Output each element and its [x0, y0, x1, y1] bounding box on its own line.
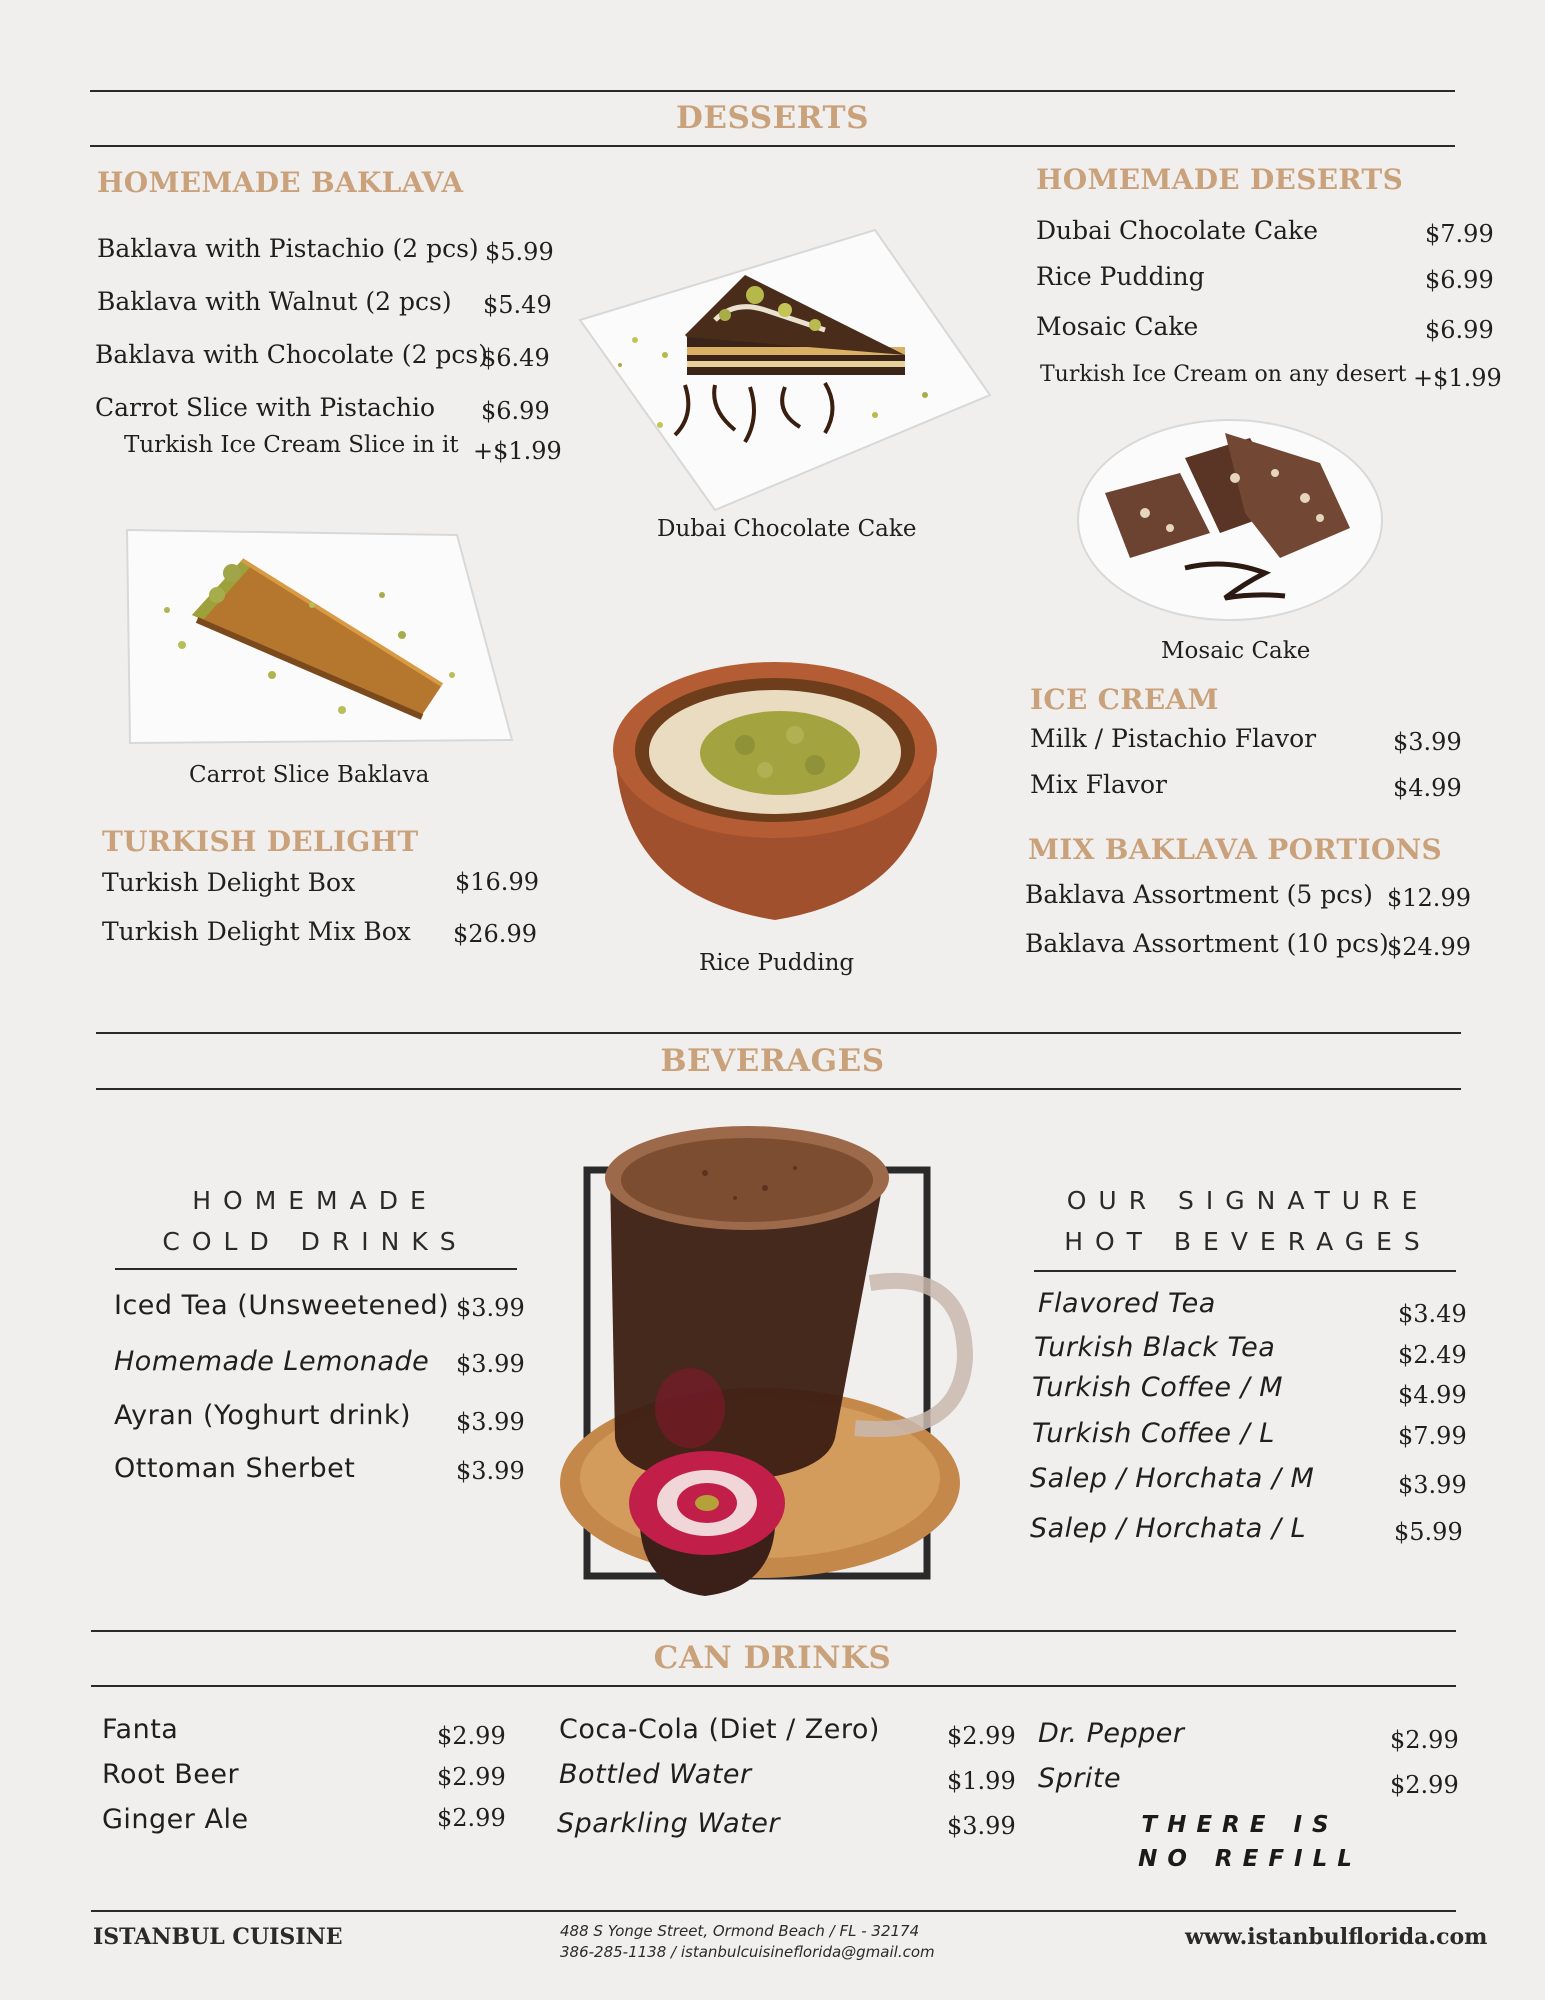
menu-item-name: Sprite [1038, 1763, 1122, 1794]
footer-address: 488 S Yonge Street, Ormond Beach / FL - 32174 [560, 1922, 920, 1940]
dubai-cake-caption: Dubai Chocolate Cake [657, 516, 917, 542]
desserts-bottom-rule [90, 145, 1455, 147]
menu-item-price: $7.99 [1398, 1422, 1467, 1450]
desserts-top-rule [90, 90, 1455, 92]
menu-item-name: Carrot Slice with Pistachio [95, 393, 436, 422]
menu-item-name: Milk / Pistachio Flavor [1030, 724, 1317, 753]
menu-item-name: Salep / Horchata / M [1030, 1463, 1315, 1494]
no-refill-note-line1: THERE IS [1141, 1812, 1339, 1838]
menu-item-price: $5.99 [485, 238, 554, 266]
carrot-slice-caption: Carrot Slice Baklava [189, 762, 430, 788]
menu-item-price: $7.99 [1425, 220, 1494, 248]
menu-item-name: Homemade Lemonade [114, 1346, 430, 1377]
menu-item-name: Turkish Ice Cream Slice in it [124, 432, 459, 458]
footer-rule [91, 1910, 1456, 1912]
no-refill-note-line2: NO REFILL [1138, 1846, 1362, 1872]
menu-item-name: Dr. Pepper [1038, 1718, 1185, 1749]
ice-cream-title: ICE CREAM [1030, 683, 1219, 716]
cold-drinks-rule [115, 1268, 517, 1270]
menu-item-name: Turkish Coffee / L [1032, 1418, 1275, 1449]
menu-item-name: Baklava Assortment (5 pcs) [1025, 880, 1373, 909]
menu-item-name: Baklava Assortment (10 pcs) [1025, 929, 1389, 958]
hot-beverages-title-line1: OUR SIGNATURE [1066, 1186, 1430, 1215]
menu-item-name: Mosaic Cake [1036, 312, 1199, 341]
menu-item-name: Ginger Ale [102, 1804, 249, 1835]
turkish-delight-title: TURKISH DELIGHT [102, 825, 419, 858]
menu-item-name: Mix Flavor [1030, 770, 1168, 799]
menu-item-name: Ayran (Yoghurt drink) [114, 1400, 412, 1431]
menu-item-name: Iced Tea (Unsweetened) [114, 1290, 450, 1321]
menu-item-price: $5.49 [483, 291, 552, 319]
mosaic-cake-photo [1075, 418, 1385, 623]
can-drinks-top-rule [91, 1630, 1456, 1632]
menu-item-name: Flavored Tea [1038, 1288, 1216, 1319]
carrot-slice-baklava-photo [122, 525, 517, 745]
menu-item-name: Baklava with Pistachio (2 pcs) [97, 234, 479, 263]
menu-item-price: $26.99 [453, 920, 537, 948]
menu-item-price: $3.99 [456, 1408, 525, 1436]
cold-drinks-title-line2: COLD DRINKS [162, 1227, 468, 1256]
menu-item-name: Baklava with Walnut (2 pcs) [97, 287, 452, 316]
beverages-title: BEVERAGES [660, 1043, 885, 1079]
cold-drinks-title-line1: HOMEMADE [192, 1186, 438, 1215]
menu-item-name: Dubai Chocolate Cake [1036, 216, 1318, 245]
menu-item-price: $5.99 [1394, 1518, 1463, 1546]
menu-item-price: $2.99 [947, 1722, 1016, 1750]
turkish-coffee-photo [555, 1118, 985, 1610]
menu-item-price: $4.99 [1398, 1381, 1467, 1409]
mix-baklava-title: MIX BAKLAVA PORTIONS [1028, 833, 1443, 866]
menu-item-price: $2.99 [437, 1722, 506, 1750]
footer-website[interactable]: www.istanbulflorida.com [1185, 1924, 1488, 1950]
menu-item-price: $6.99 [481, 397, 550, 425]
hot-beverages-title-line2: HOT BEVERAGES [1064, 1227, 1432, 1256]
rice-pudding-caption: Rice Pudding [699, 950, 855, 976]
menu-item-price: $3.99 [456, 1350, 525, 1378]
menu-item-price: $2.49 [1398, 1341, 1467, 1369]
menu-item-name: Turkish Coffee / M [1032, 1372, 1284, 1403]
menu-item-price: $1.99 [947, 1767, 1016, 1795]
menu-item-price: $3.99 [1393, 728, 1462, 756]
footer-contact: 386-285-1138 / istanbulcuisineflorida@gmail.com [560, 1943, 935, 1961]
menu-item-name: Bottled Water [559, 1759, 752, 1790]
beverages-top-rule [96, 1032, 1461, 1034]
mosaic-cake-caption: Mosaic Cake [1161, 638, 1311, 664]
can-drinks-title: CAN DRINKS [653, 1640, 892, 1676]
menu-item-price: $6.49 [481, 344, 550, 372]
menu-item-name: Turkish Delight Box [102, 868, 356, 897]
menu-item-price: $2.99 [1390, 1726, 1459, 1754]
menu-item-price: $3.99 [947, 1812, 1016, 1840]
menu-item-price: $4.99 [1393, 774, 1462, 802]
menu-item-price: $2.99 [1390, 1771, 1459, 1799]
menu-item-name: Coca-Cola (Diet / Zero) [559, 1714, 880, 1745]
menu-item-price: $12.99 [1387, 884, 1471, 912]
menu-item-name: Salep / Horchata / L [1030, 1513, 1307, 1544]
menu-item-price: $16.99 [455, 868, 539, 896]
menu-item-price: $24.99 [1387, 933, 1471, 961]
desserts-title: DESSERTS [676, 100, 869, 136]
menu-item-price: $3.99 [456, 1294, 525, 1322]
menu-item-price: +$1.99 [1413, 364, 1502, 392]
menu-item-name: Turkish Delight Mix Box [102, 917, 411, 946]
menu-item-price: $3.99 [456, 1457, 525, 1485]
hot-beverages-rule [1034, 1270, 1456, 1272]
baklava-section-title: HOMEMADE BAKLAVA [97, 166, 464, 199]
beverages-bottom-rule [96, 1088, 1461, 1090]
rice-pudding-photo [605, 655, 945, 925]
menu-item-price: $3.49 [1398, 1300, 1467, 1328]
menu-item-name: Rice Pudding [1036, 262, 1205, 291]
menu-item-name: Baklava with Chocolate (2 pcs) [95, 340, 489, 369]
menu-item-price: $3.99 [1398, 1471, 1467, 1499]
footer-brand: ISTANBUL CUISINE [93, 1924, 343, 1950]
menu-item-price: +$1.99 [473, 437, 562, 465]
dubai-cake-photo [575, 225, 995, 515]
menu-item-name: Turkish Ice Cream on any desert [1040, 362, 1407, 387]
menu-item-price: $6.99 [1425, 316, 1494, 344]
menu-item-name: Fanta [102, 1714, 179, 1745]
menu-item-name: Root Beer [102, 1759, 240, 1790]
can-drinks-bottom-rule [91, 1685, 1456, 1687]
menu-item-price: $6.99 [1425, 266, 1494, 294]
menu-item-name: Sparkling Water [557, 1808, 780, 1839]
menu-item-price: $2.99 [437, 1804, 506, 1832]
menu-item-name: Turkish Black Tea [1034, 1332, 1276, 1363]
menu-item-name: Ottoman Sherbet [114, 1453, 356, 1484]
menu-item-price: $2.99 [437, 1763, 506, 1791]
homemade-deserts-title: HOMEMADE DESERTS [1036, 163, 1404, 196]
